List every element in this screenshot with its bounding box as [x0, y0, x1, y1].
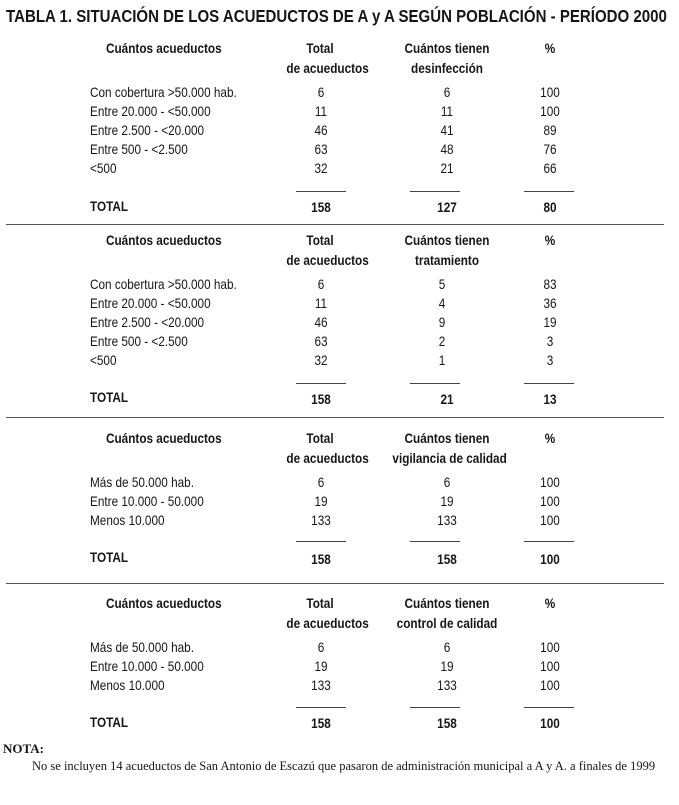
row-label: Más de 50.000 hab.	[90, 639, 194, 655]
cell-count: 1	[438, 352, 446, 368]
cell-total: 46	[314, 122, 328, 138]
total-rule	[524, 191, 574, 192]
header-total: Total	[306, 232, 334, 248]
header-cuantos-tienen: Cuántos tienen	[404, 232, 490, 248]
header-desinfeccion: desinfección	[411, 60, 483, 76]
total-percent: 100	[540, 551, 560, 567]
cell-count: 4	[438, 295, 446, 311]
header-de-acueductos: de acueductos	[286, 252, 369, 268]
cell-total: 6	[317, 84, 325, 100]
cell-percent: 100	[540, 103, 560, 119]
total-rule	[524, 383, 574, 384]
row-label: Entre 2.500 - <20.000	[90, 122, 205, 138]
total-rule	[524, 541, 574, 542]
cell-total: 32	[314, 160, 328, 176]
total-rule	[296, 191, 346, 192]
cell-percent: 89	[543, 122, 557, 138]
cell-count: 21	[440, 160, 454, 176]
row-label: Menos 10.000	[90, 677, 165, 693]
cell-percent: 19	[543, 314, 557, 330]
cell-total: 32	[314, 352, 328, 368]
total-count: 158	[437, 551, 457, 567]
row-label: Con cobertura >50.000 hab.	[90, 84, 237, 100]
cell-count: 19	[440, 493, 454, 509]
cell-total: 11	[314, 103, 328, 119]
header-vigilancia: vigilancia de calidad	[392, 450, 507, 466]
cell-total: 63	[314, 141, 328, 157]
header-cuantos-acueductos: Cuántos acueductos	[106, 40, 222, 56]
total-count: 158	[437, 715, 457, 731]
section-divider	[6, 224, 664, 225]
total-value: 158	[311, 715, 331, 731]
total-rule	[524, 707, 574, 708]
header-total: Total	[306, 430, 334, 446]
total-rule	[410, 707, 460, 708]
total-percent: 13	[543, 391, 557, 407]
total-value: 158	[311, 199, 331, 215]
header-percent: %	[544, 40, 556, 56]
row-label: Entre 500 - <2.500	[90, 141, 188, 157]
row-label: Más de 50.000 hab.	[90, 474, 194, 490]
cell-percent: 100	[540, 474, 560, 490]
total-rule	[296, 707, 346, 708]
cell-count: 6	[443, 639, 451, 655]
total-label: TOTAL	[90, 389, 129, 405]
cell-percent: 66	[543, 160, 557, 176]
total-rule	[410, 191, 460, 192]
header-de-acueductos: de acueductos	[286, 450, 369, 466]
row-label: Entre 500 - <2.500	[90, 333, 188, 349]
cell-count: 6	[443, 474, 451, 490]
cell-percent: 76	[543, 141, 557, 157]
total-label: TOTAL	[90, 549, 129, 565]
cell-count: 6	[443, 84, 451, 100]
row-label: Con cobertura >50.000 hab.	[90, 276, 237, 292]
cell-total: 6	[317, 276, 325, 292]
total-value: 158	[311, 551, 331, 567]
total-percent: 100	[540, 715, 560, 731]
cell-count: 2	[438, 333, 446, 349]
nota-text: No se incluyen 14 acueductos de San Antonio de Escazú que pasaron de administración municipal a A y A. a finales de 1999	[32, 759, 656, 773]
table-title: TABLA 1. SITUACIÓN DE LOS ACUEDUCTOS DE A y A SEGÚN POBLACIÓN - PERÍODO 2000	[6, 6, 667, 26]
header-cuantos-acueductos: Cuántos acueductos	[106, 232, 222, 248]
header-cuantos-tienen: Cuántos tienen	[404, 40, 490, 56]
row-label: Entre 20.000 - <50.000	[90, 103, 211, 119]
cell-percent: 100	[540, 493, 560, 509]
total-count: 127	[437, 199, 457, 215]
cell-total: 133	[311, 677, 331, 693]
row-label: Entre 10.000 - 50.000	[90, 658, 204, 674]
cell-count: 133	[437, 677, 457, 693]
header-tratamiento: tratamiento	[414, 252, 480, 268]
cell-percent: 100	[540, 677, 560, 693]
cell-count: 133	[437, 512, 457, 528]
row-label: Menos 10.000	[90, 512, 165, 528]
cell-total: 46	[314, 314, 328, 330]
total-rule	[296, 541, 346, 542]
cell-percent: 100	[540, 512, 560, 528]
cell-percent: 36	[543, 295, 557, 311]
header-percent: %	[544, 595, 556, 611]
cell-percent: 3	[546, 333, 554, 349]
cell-count: 19	[440, 658, 454, 674]
cell-percent: 100	[540, 84, 560, 100]
cell-count: 48	[440, 141, 454, 157]
cell-total: 11	[314, 295, 328, 311]
header-percent: %	[544, 232, 556, 248]
cell-total: 63	[314, 333, 328, 349]
row-label: <500	[90, 160, 117, 176]
cell-count: 9	[438, 314, 446, 330]
cell-total: 19	[314, 658, 328, 674]
cell-percent: 83	[543, 276, 557, 292]
header-cuantos-acueductos: Cuántos acueductos	[106, 595, 222, 611]
total-rule	[296, 383, 346, 384]
cell-count: 5	[438, 276, 446, 292]
cell-total: 6	[317, 639, 325, 655]
header-de-acueductos: de acueductos	[286, 60, 369, 76]
total-percent: 80	[543, 199, 557, 215]
total-rule	[410, 541, 460, 542]
nota-label: NOTA:	[3, 741, 44, 756]
header-total: Total	[306, 595, 334, 611]
header-de-acueductos: de acueductos	[286, 615, 369, 631]
row-label: <500	[90, 352, 117, 368]
cell-total: 6	[317, 474, 325, 490]
cell-percent: 100	[540, 639, 560, 655]
row-label: Entre 2.500 - <20.000	[90, 314, 205, 330]
row-label: Entre 10.000 - 50.000	[90, 493, 204, 509]
row-label: Entre 20.000 - <50.000	[90, 295, 211, 311]
total-label: TOTAL	[90, 198, 129, 214]
cell-total: 133	[311, 512, 331, 528]
header-cuantos-tienen: Cuántos tienen	[404, 430, 490, 446]
total-value: 158	[311, 391, 331, 407]
cell-percent: 100	[540, 658, 560, 674]
cell-count: 41	[440, 122, 454, 138]
total-rule	[410, 383, 460, 384]
cell-total: 19	[314, 493, 328, 509]
header-cuantos-tienen: Cuántos tienen	[404, 595, 490, 611]
total-count: 21	[440, 391, 454, 407]
cell-count: 11	[440, 103, 454, 119]
section-divider	[6, 583, 664, 584]
header-percent: %	[544, 430, 556, 446]
header-control: control de calidad	[396, 615, 498, 631]
cell-percent: 3	[546, 352, 554, 368]
section-divider	[6, 417, 664, 418]
total-label: TOTAL	[90, 714, 129, 730]
header-cuantos-acueductos: Cuántos acueductos	[106, 430, 222, 446]
header-total: Total	[306, 40, 334, 56]
